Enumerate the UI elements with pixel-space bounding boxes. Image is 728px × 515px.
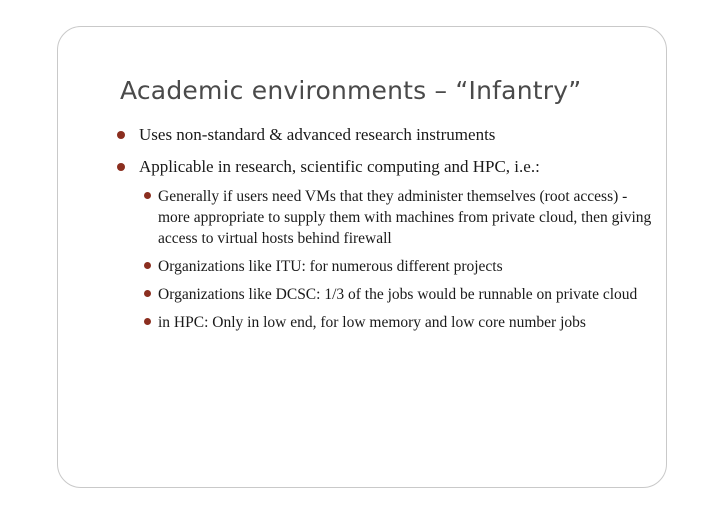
bullet-applicable <box>112 156 652 178</box>
bullet-dot-icon <box>117 163 125 171</box>
bullet-text: Uses non-standard & advanced research instruments <box>139 125 496 144</box>
bullet-dot-icon <box>117 131 125 139</box>
sub-bullet-dot-icon <box>144 192 151 199</box>
sub-bullet-text: in HPC: Only in low end, for low memory and low core number jobs <box>158 314 586 331</box>
sub-bullet-dot-icon <box>144 318 151 325</box>
sub-bullet-text: Organizations like ITU: for numerous different projects <box>158 258 503 275</box>
sub-bullet-list <box>112 186 652 333</box>
slide-body <box>112 124 652 340</box>
sub-bullet-itu <box>138 256 652 277</box>
sub-bullet-dot-icon <box>144 290 151 297</box>
sub-bullet-hpc <box>138 312 652 333</box>
sub-bullet-text: Organizations like DCSC: 1/3 of the jobs would be runnable on private cloud <box>158 286 638 303</box>
bullet-instruments <box>112 124 652 146</box>
sub-bullet-dot-icon <box>144 262 151 269</box>
sub-bullet-dcsc <box>138 284 652 305</box>
bullet-text: Applicable in research, scientific computing and HPC, i.e.: <box>139 157 540 176</box>
sub-bullet-text: Generally if users need VMs that they administer themselves (root access) - more appropriate to supply them with machines from private cloud, then giving access to virtual hosts behind firewall <box>158 188 652 247</box>
slide-title: Academic environments – “Infantry” <box>120 76 582 105</box>
sub-bullet-vms <box>138 186 652 249</box>
